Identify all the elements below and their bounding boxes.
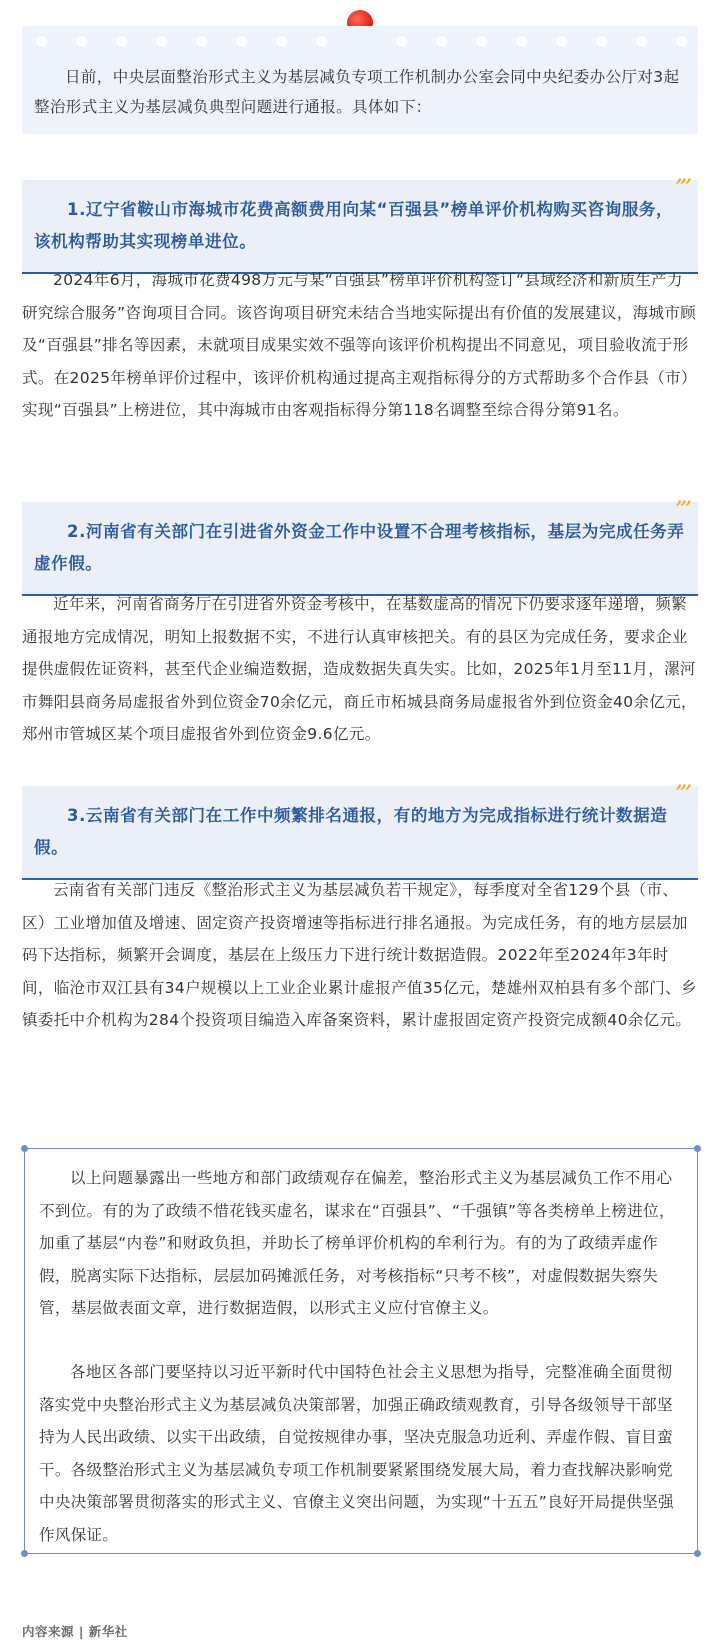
section-2-body: 近年来，河南省商务厅在引进省外资金考核中，在基数虚高的情况下仍要求逐年递增，频繁通报地方完成情况，明知上报数据不实，不进行认真审核把关。有的县区为完成任务，要求企业提供虚假佐证资料，甚至代企业编造数据，造成数据失真失实。比如，2025年1月至11月，漯河市舞阳县商务局虚报省外到位资金70余亿元，商丘市柘城县商务局虚报省外到位资金40余亿元，郑州市管城区某个项目虚报省外到位资金9.6亿元。: [22, 595, 697, 743]
section-3-heading-box: [22, 780, 698, 880]
section-3-body: 云南省有关部门违反《整治形式主义为基层减负若干规定》，每季度对全省129个县（市、区）工业增加值及增速、固定资产投资增速等指标进行排名通报。为完成任务，有的地方层层加码下达指标，频繁开会调度，基层在上级压力下进行统计数据造假。2022年至2024年3年时间，临沧市双江县有34户规模以上工业企业累计虚报产值35亿元，楚雄州双柏县有多个部门、乡镇委托中介机构为284个投资项目编造入库备案资料，累计虚报固定资产投资完成额40余亿元。: [22, 881, 697, 1029]
quote-mark-icon: ”’: [675, 780, 690, 804]
intro-box: [22, 26, 698, 134]
box-bottom-line: [25, 1553, 697, 1554]
section-1-heading-box: [22, 174, 698, 274]
intro-text: 日前，中央层面整治形式主义为基层减负专项工作机制办公室会同中央纪委办公厅对3起整治形式主义为基层减负典型问题进行通报。具体如下：: [34, 68, 680, 116]
corner-dot: [694, 1145, 701, 1152]
quote-mark-icon: ”’: [675, 174, 690, 198]
corner-dot: [694, 1550, 701, 1557]
quote-mark-icon: ”’: [675, 496, 690, 520]
section-3-heading: 3.云南省有关部门在工作中频繁排名通报，有的地方为完成指标进行统计数据造假。: [34, 806, 668, 857]
box-top-line: [25, 1148, 697, 1149]
conclusion-box: [24, 1150, 698, 1552]
conclusion-paragraph-2: 各地区各部门要坚持以习近平新时代中国特色社会主义思想为指导，完整准确全面贯彻落实党中央整治形式主义为基层减负决策部署，加强正确政绩观教育，引导各级领导干部坚持为人民出政绩、以实干出政绩，自觉按规律办事，坚决克服急功近利、弄虚作假、盲目蛮干。各级整治形式主义为基层减负专项工作机制要紧紧围绕发展大局，着力查找解决影响党中央决策部署贯彻落实的形式主义、官僚主义突出问题，为实现“十五五”良好开局提供坚强作风保证。: [39, 1363, 674, 1544]
corner-dot: [21, 1145, 28, 1152]
section-2-heading: 2.河南省有关部门在引进省外资金工作中设置不合理考核指标，基层为完成任务弄虚作假。: [34, 522, 685, 573]
section-2-heading-box: [22, 496, 698, 596]
content-source: 内容来源 | 新华社: [22, 1624, 128, 1639]
section-1-heading: 1.辽宁省鞍山市海城市花费高额费用向某“百强县”榜单评价机构购买咨询服务，该机构帮助其实现榜单进位。: [34, 200, 674, 251]
corner-dot: [21, 1550, 28, 1557]
section-1-body: 2024年6月，海城市花费498万元与某“百强县”榜单评价机构签订“县域经济和新质生产力研究综合服务”咨询项目合同。该咨询项目研究未结合当地实际提出有价值的发展建议，海城市顾及“百强县”排名等因素，未就项目成果实效不强等向该评价机构提出不同意见，项目验收流于形式。在2025年榜单评价过程中，该评价机构通过提高主观指标得分的方式帮助多个合作县（市）实现“百强县”上榜进位，其中海城市由客观指标得分第118名调整至综合得分第91名。: [22, 271, 697, 419]
conclusion-paragraph-1: 以上问题暴露出一些地方和部门政绩观存在偏差，整治形式主义为基层减负工作不用心不到位。有的为了政绩不惜花钱买虚名，谋求在“百强县”、“千强镇”等各类榜单上榜进位，加重了基层“内卷”和财政负担，并助长了榜单评价机构的牟利行为。有的为了政绩弄虚作假，脱离实际下达指标，层层加码摊派任务，对考核指标“只考不核”，对虚假数据失察失管，基层做表面文章，进行数据造假，以形式主义应付官僚主义。: [39, 1169, 675, 1317]
dots-decoration: [36, 36, 686, 48]
